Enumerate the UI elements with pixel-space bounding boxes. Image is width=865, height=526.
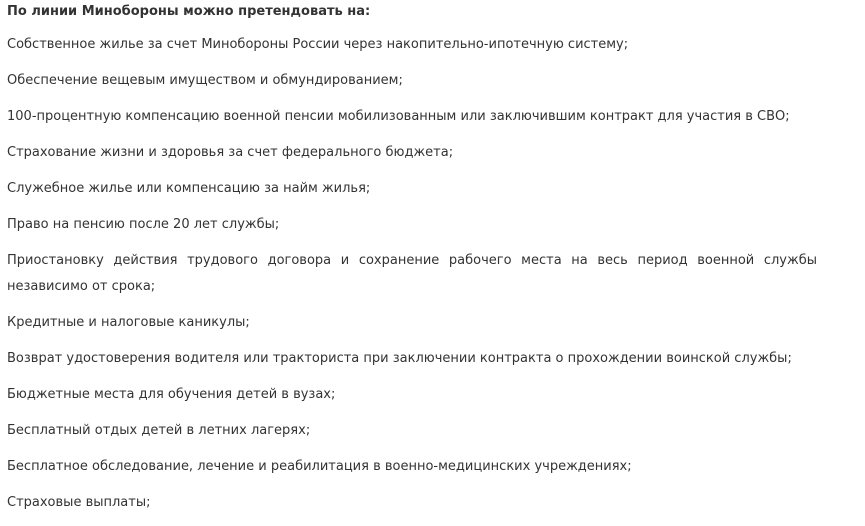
list-item: Собственное жилье за счет Минобороны России через накопительно-ипотечную систему; bbox=[7, 37, 629, 52]
list-item: 100-процентную компенсацию военной пенсии мобилизованным или заключившим контракт для участия в СВО; bbox=[7, 109, 790, 124]
list-item: Приостановку действия трудового договора и сохранение рабочего места на весь период военной службы независимо от срока; bbox=[7, 253, 817, 294]
benefits-heading: По линии Минобороны можно претендовать на: bbox=[7, 4, 371, 19]
list-item: Служебное жилье или компенсацию за найм жилья; bbox=[7, 181, 371, 196]
article-content bbox=[7, 0, 817, 526]
list-item: Обеспечение вещевым имуществом и обмундированием; bbox=[7, 73, 403, 88]
list-item: Кредитные и налоговые каникулы; bbox=[7, 315, 250, 330]
list-item: Право на пенсию после 20 лет службы; bbox=[7, 217, 280, 232]
list-item: Бесплатный отдых детей в летних лагерях; bbox=[7, 423, 311, 438]
list-item: Страховые выплаты; bbox=[7, 495, 151, 510]
benefits-list bbox=[7, 32, 817, 516]
list-item: Возврат удостоверения водителя или тракториста при заключении контракта о прохождении воинской службы; bbox=[7, 351, 792, 366]
list-item: Страхование жизни и здоровья за счет федерального бюджета; bbox=[7, 145, 454, 160]
list-item: Бесплатное обследование, лечение и реабилитация в военно-медицинских учреждениях; bbox=[7, 459, 632, 474]
list-item: Бюджетные места для обучения детей в вузах; bbox=[7, 387, 336, 402]
